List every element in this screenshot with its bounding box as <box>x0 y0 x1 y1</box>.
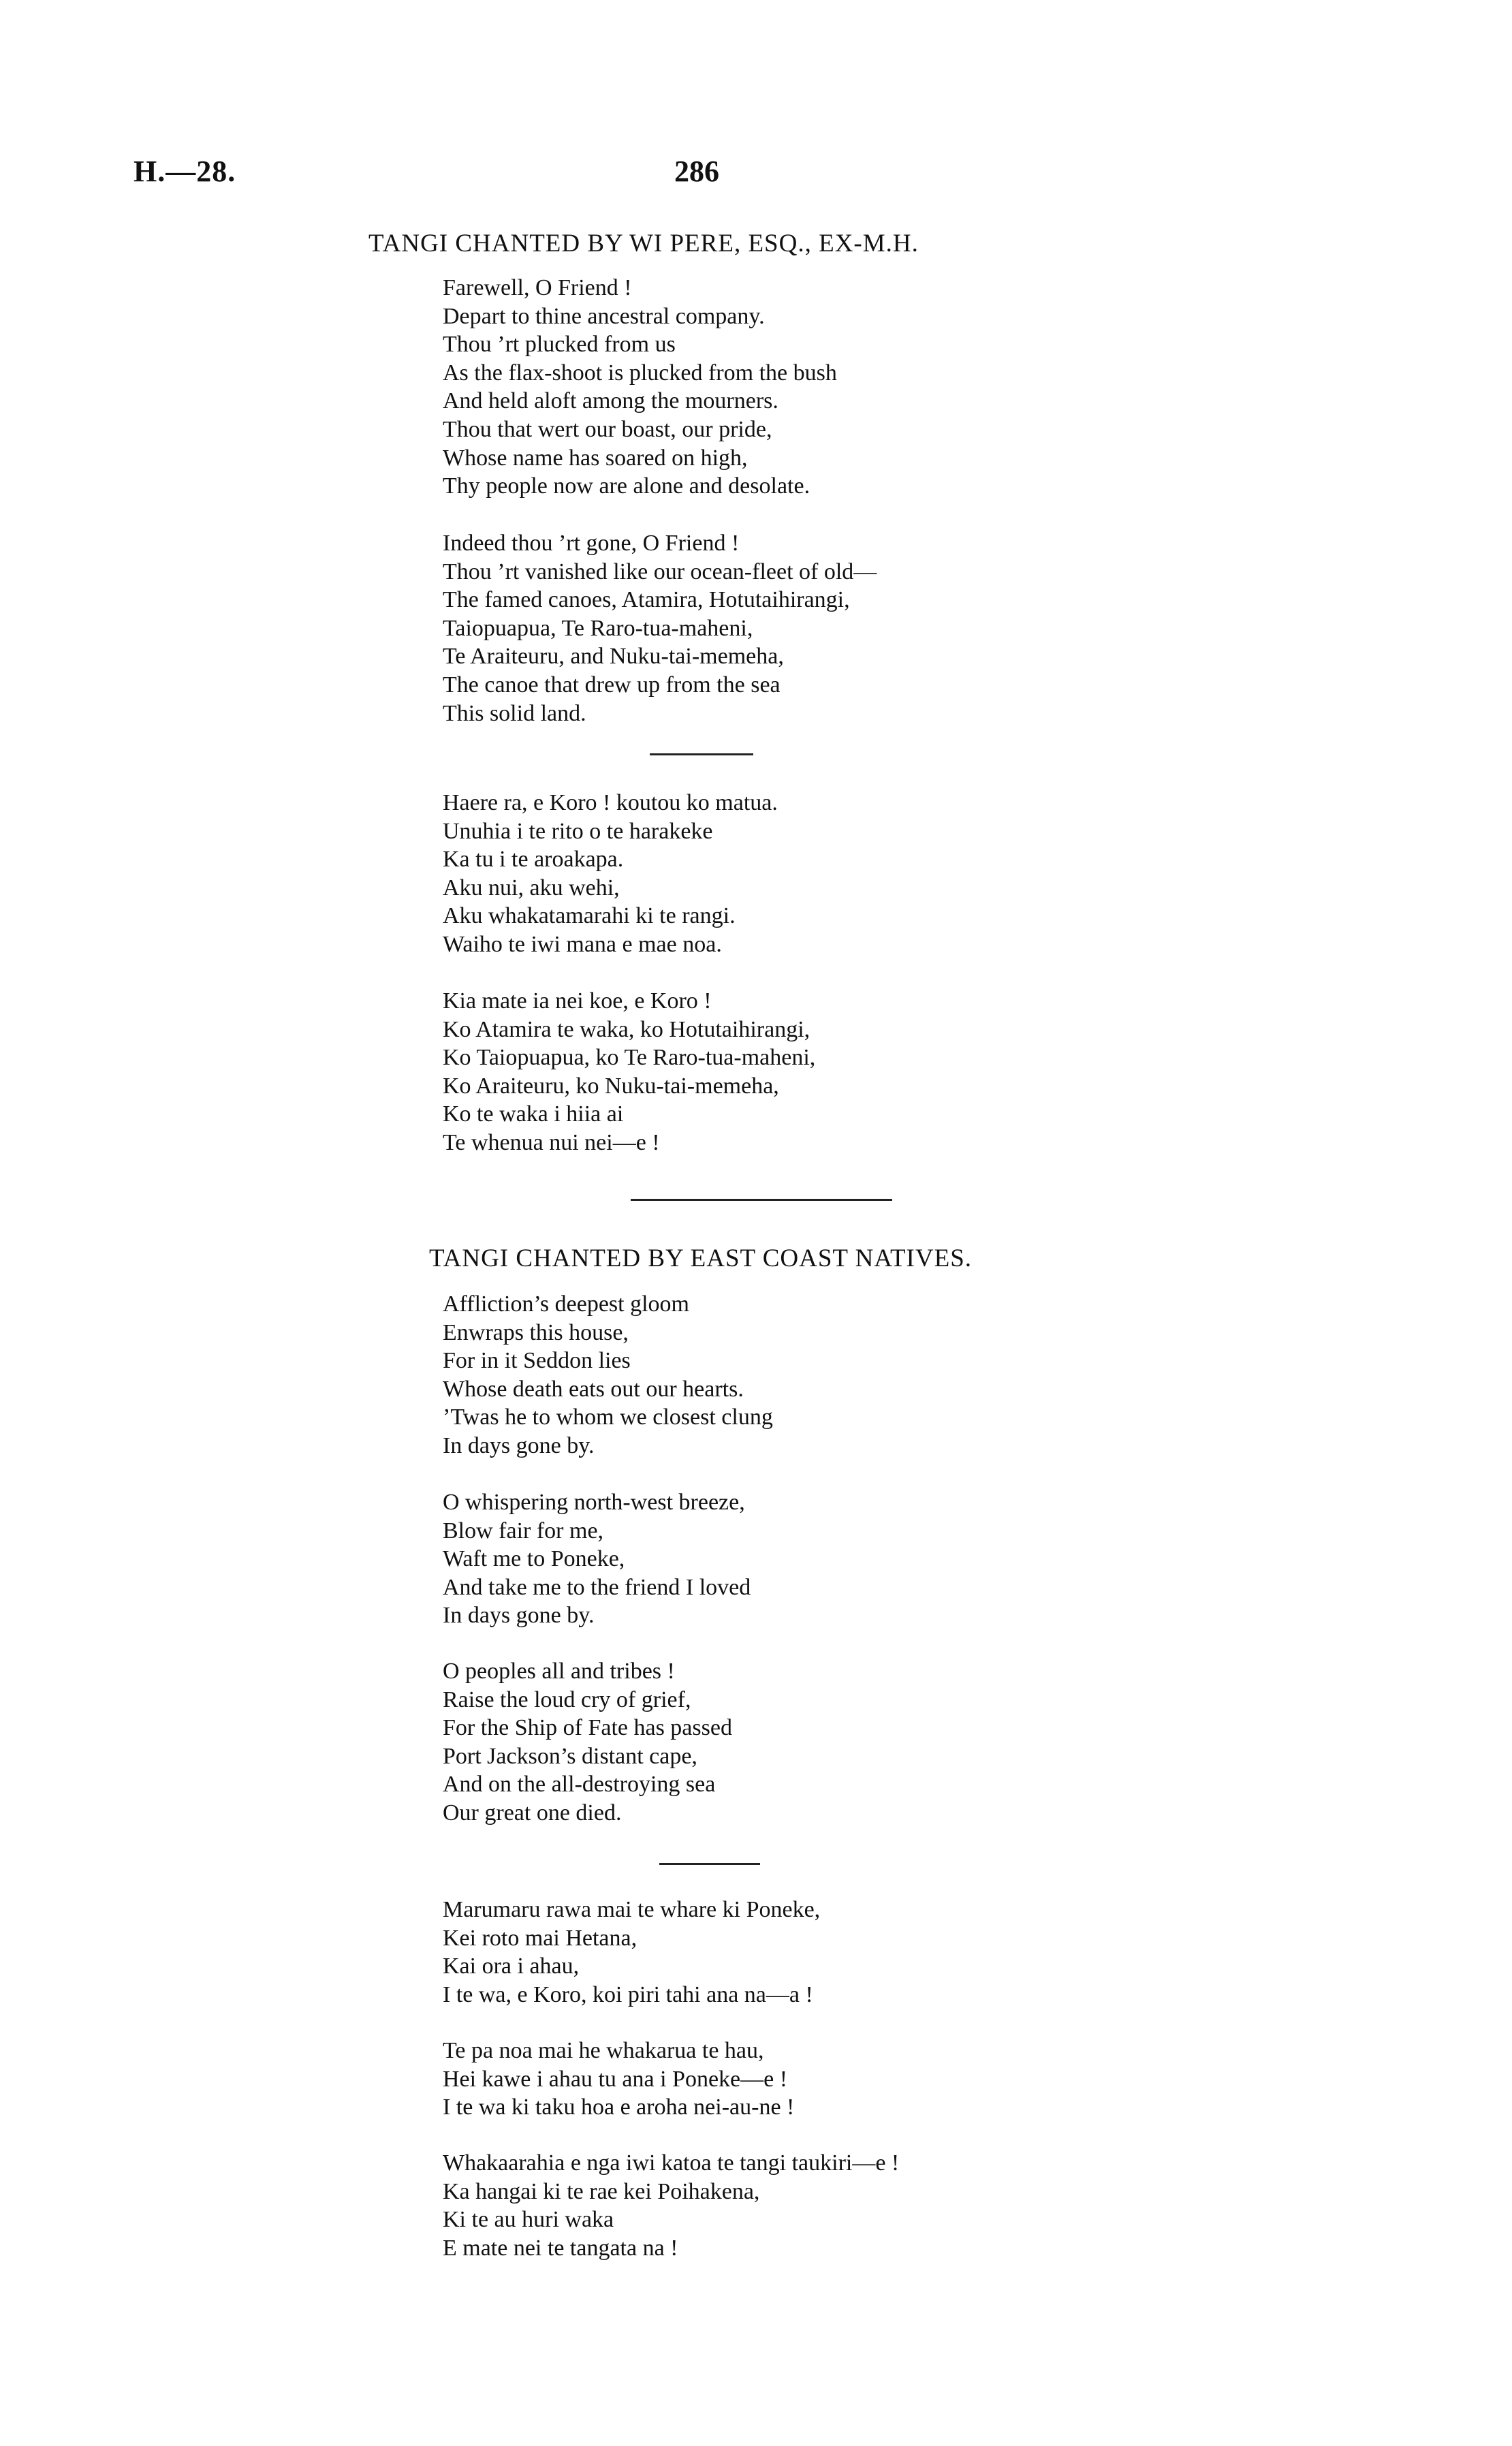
verse-line: In days gone by. <box>443 1603 595 1629</box>
verse-line: Thou that wert our boast, our pride, <box>443 416 772 442</box>
section-divider <box>631 1199 892 1201</box>
verse-line: Te pa noa mai he whakarua te hau, <box>443 2038 764 2063</box>
verse-line: Port Jackson’s distant cape, <box>443 1743 697 1769</box>
stanza <box>443 1488 751 1630</box>
verse-line: The canoe that drew up from the sea <box>443 672 781 697</box>
verse-line: And on the all-destroying sea <box>443 1772 716 1798</box>
verse-line: This solid land. <box>443 700 586 726</box>
verse-line: Ko te waka i hiia ai <box>443 1101 624 1127</box>
verse-line: Te Araiteuru, and Nuku-tai-memeha, <box>443 644 784 670</box>
verse-line: Blow fair for me, <box>443 1518 604 1543</box>
document-reference: H.—28. <box>133 155 236 188</box>
verse-line: Our great one died. <box>443 1800 622 1825</box>
stanza <box>443 789 778 959</box>
verse-line: Haere ra, e Koro ! koutou ko matua. <box>443 790 778 815</box>
verse-line: Taiopuapua, Te Raro-tua-maheni, <box>443 615 753 641</box>
verse-line: Whakaarahia e nga iwi katoa te tangi taukiri—e ! <box>443 2150 900 2176</box>
verse-line: Kia mate ia nei koe, e Koro ! <box>443 988 712 1014</box>
stanza <box>443 1896 820 2009</box>
section-title: TANGI CHANTED BY EAST COAST NATIVES. <box>429 1244 973 1272</box>
verse-line: Whose death eats out our hearts. <box>443 1376 744 1402</box>
verse-line: Whose name has soared on high, <box>443 445 748 471</box>
verse-line: O whispering north-west breeze, <box>443 1490 745 1515</box>
verse-line: Waft me to Poneke, <box>443 1546 625 1572</box>
verse-line: As the flax-shoot is plucked from the bush <box>443 360 837 386</box>
verse-line: Farewell, O Friend ! <box>443 275 632 300</box>
verse-line: Thou ’rt vanished like our ocean-fleet of old— <box>443 559 877 584</box>
stanza <box>443 987 815 1157</box>
stanza <box>443 2037 794 2122</box>
verse-line: Ko Taiopuapua, ko Te Raro-tua-maheni, <box>443 1045 816 1071</box>
stanza <box>443 1290 773 1460</box>
verse-line: For the Ship of Fate has passed <box>443 1715 732 1741</box>
verse-line: Ka tu i te aroakapa. <box>443 847 624 873</box>
page-number: 286 <box>674 155 719 188</box>
verse-line: Unuhia i te rito o te harakeke <box>443 818 713 844</box>
verse-line: Thy people now are alone and desolate. <box>443 473 810 499</box>
verse-line: In days gone by. <box>443 1432 595 1458</box>
section-divider <box>659 1863 760 1865</box>
verse-line: Aku whakatamarahi ki te rangi. <box>443 903 736 929</box>
verse-line: I te wa, e Koro, koi piri tahi ana na—a ! <box>443 1981 813 2007</box>
verse-line: Ko Atamira te waka, ko Hotutaihirangi, <box>443 1016 810 1042</box>
stanza <box>443 274 837 501</box>
verse-line: For in it Seddon lies <box>443 1348 631 1374</box>
verse-line: Ko Araiteuru, ko Nuku-tai-memeha, <box>443 1073 779 1099</box>
verse-line: Enwraps this house, <box>443 1319 629 1345</box>
verse-line: Raise the loud cry of grief, <box>443 1687 691 1712</box>
verse-line: Hei kawe i ahau tu ana i Poneke—e ! <box>443 2066 788 2092</box>
verse-line: Affliction’s deepest gloom <box>443 1291 689 1317</box>
section-divider <box>650 753 753 755</box>
verse-line: Waiho te iwi mana e mae noa. <box>443 931 722 957</box>
stanza <box>443 2149 899 2262</box>
verse-line: Marumaru rawa mai te whare ki Poneke, <box>443 1897 821 1922</box>
verse-line: ’Twas he to whom we closest clung <box>443 1405 773 1430</box>
verse-line: Te whenua nui nei—e ! <box>443 1129 660 1155</box>
verse-line: I te wa ki taku hoa e aroha nei-au-ne ! <box>443 2095 795 2120</box>
verse-line: Depart to thine ancestral company. <box>443 303 765 329</box>
stanza <box>443 529 877 727</box>
verse-line: Kai ora i ahau, <box>443 1954 580 1979</box>
verse-line: Ki te au huri waka <box>443 2207 614 2233</box>
verse-line: The famed canoes, Atamira, Hotutaihirangi, <box>443 587 850 613</box>
verse-line: Indeed thou ’rt gone, O Friend ! <box>443 531 740 556</box>
verse-line: E mate nei te tangata na ! <box>443 2235 678 2261</box>
verse-line: And held aloft among the mourners. <box>443 388 778 414</box>
section-title: TANGI CHANTED BY WI PERE, ESQ., EX-M.H. <box>368 230 919 257</box>
verse-line: And take me to the friend I loved <box>443 1574 751 1600</box>
verse-line: Aku nui, aku wehi, <box>443 875 620 900</box>
verse-line: O peoples all and tribes ! <box>443 1659 675 1684</box>
verse-line: Ka hangai ki te rae kei Poihakena, <box>443 2178 760 2204</box>
stanza <box>443 1657 732 1828</box>
verse-line: Thou ’rt plucked from us <box>443 332 676 358</box>
verse-line: Kei roto mai Hetana, <box>443 1925 637 1951</box>
